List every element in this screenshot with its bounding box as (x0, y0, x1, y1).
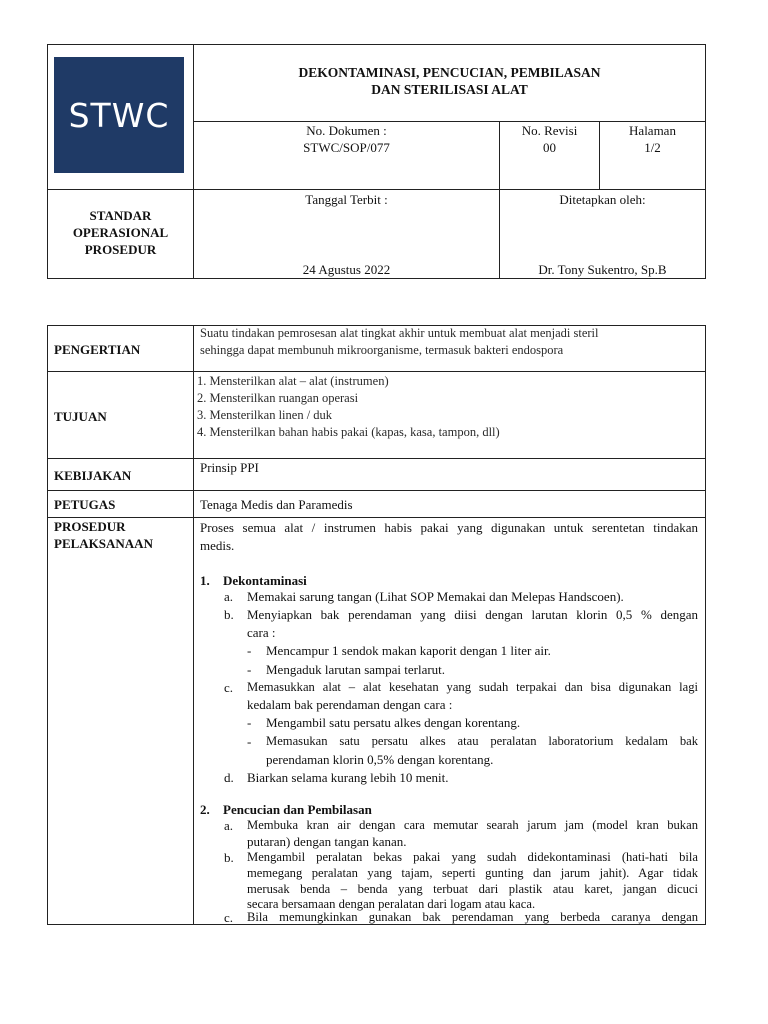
row-label-tujuan: TUJUAN (54, 409, 107, 424)
prosedur-label-line-2: PELAKSANAAN (54, 536, 153, 551)
list-item: 3. Mensterilkan linen / duk (197, 408, 333, 422)
document-number-label: No. Dokumen : (306, 123, 387, 138)
list-marker: c. (224, 680, 234, 695)
prosedur-intro-line-1: Proses semua alat / instrumen habis pakai yang digunakan untuk serentetan tindakan (200, 520, 698, 535)
row-label-petugas: PETUGAS (54, 497, 116, 512)
list-item: kedalam bak perendaman dengan cara : (247, 697, 453, 712)
list-marker: - (247, 643, 252, 658)
prosedur-intro-line-2: medis. (200, 538, 235, 553)
list-item: 1. Mensterilkan alat – alat (instrumen) (197, 374, 389, 388)
list-item: Mengaduk larutan sampai terlarut. (266, 662, 446, 677)
revision-cell (500, 122, 599, 156)
kebijakan-text: Prinsip PPI (200, 460, 259, 475)
sop-label-line-1: STANDAR (89, 208, 152, 223)
list-item: Membuka kran air dengan cara memutar searah jarum jam (model kran bukan (247, 818, 698, 832)
list-marker: a. (224, 589, 234, 604)
list-marker: - (247, 734, 252, 749)
list-item: Menyiapkan bak perendaman yang diisi dengan larutan klorin 0,5 % dengan (247, 607, 698, 622)
issue-date-value: 24 Agustus 2022 (302, 262, 391, 277)
document-title (194, 64, 705, 98)
document-number-value: STWC/SOP/077 (303, 140, 390, 155)
list-item: secara bersamaan dengan peralatan dari logam atau kaca. (247, 897, 536, 911)
title-line-2: DAN STERILISASI ALAT (371, 82, 528, 97)
section-1-title: Dekontaminasi (223, 573, 307, 588)
list-item: Mengambil satu persatu alkes dengan korentang. (266, 715, 521, 730)
page-label: Halaman (629, 123, 676, 138)
section-2-title: Pencucian dan Pembilasan (223, 802, 372, 817)
list-item: perendaman klorin 0,5% dengan korentang. (266, 752, 494, 767)
list-marker: d. (224, 770, 234, 785)
tujuan-list (197, 373, 702, 441)
page-value: 1/2 (644, 140, 661, 155)
logo-text: STWC (68, 95, 170, 135)
list-item: Memasukan satu persatu alkes atau peralatan laboratorium kedalam bak (266, 734, 698, 748)
sop-label (48, 207, 193, 258)
pengertian-line-2: sehingga dapat membunuh mikroorganisme, termasuk bakteri endospora (200, 343, 564, 357)
issue-date-label: Tanggal Terbit : (305, 192, 388, 207)
list-item: Mengambil peralatan bekas pakai yang sudah didekontaminasi (hati-hati bila (247, 850, 698, 864)
row-label-prosedur (54, 518, 153, 552)
list-item: Bila memungkinkan gunakan bak perendaman yang berbeda caranya dengan (247, 910, 698, 924)
list-marker: - (247, 715, 252, 730)
list-item: putaran) dengan tangan kanan. (247, 834, 407, 849)
list-marker: - (247, 662, 252, 677)
list-item: memegang peralatan yang tajam, seperti gunting dan jarum jahit). Agar tidak (247, 866, 698, 880)
petugas-text: Tenaga Medis dan Paramedis (200, 497, 353, 512)
list-marker: c. (224, 910, 234, 925)
page-cell (600, 122, 705, 156)
revision-label: No. Revisi (521, 123, 578, 138)
list-marker: a. (224, 818, 234, 833)
list-marker: b. (224, 850, 234, 865)
revision-value: 00 (543, 140, 556, 155)
title-line-1: DEKONTAMINASI, PENCUCIAN, PEMBILASAN (298, 65, 601, 80)
section-2-number: 2. (200, 802, 210, 817)
company-logo (54, 57, 184, 173)
list-item: Mencampur 1 sendok makan kaporit dengan 1 liter air. (266, 643, 551, 658)
approved-by-label: Ditetapkan oleh: (559, 192, 646, 207)
list-item: Memasukkan alat – alat kesehatan yang sudah terpakai dan bisa digunakan lagi (247, 680, 698, 694)
prosedur-label-line-1: PROSEDUR (54, 519, 126, 534)
list-item: Memakai sarung tangan (Lihat SOP Memakai dan Melepas Handscoen). (247, 589, 624, 604)
list-item: Biarkan selama kurang lebih 10 menit. (247, 770, 449, 785)
list-item: 2. Mensterilkan ruangan operasi (197, 391, 359, 405)
row-label-kebijakan: KEBIJAKAN (54, 468, 132, 483)
list-item: merusak benda – benda yang terbuat dari plastik atau karet, jangan dicuci (247, 882, 698, 896)
pengertian-line-1: Suatu tindakan pemrosesan alat tingkat akhir untuk membuat alat menjadi steril (200, 326, 599, 340)
pengertian-text (200, 325, 700, 359)
list-item: cara : (247, 625, 276, 640)
section-1-number: 1. (200, 573, 210, 588)
approved-by-value: Dr. Tony Sukentro, Sp.B (538, 262, 667, 277)
list-marker: b. (224, 607, 234, 622)
sop-label-line-3: PROSEDUR (84, 242, 157, 257)
document-number-cell (194, 122, 499, 156)
row-label-pengertian: PENGERTIAN (54, 342, 141, 357)
list-item: 4. Mensterilkan bahan habis pakai (kapas, kasa, tampon, dll) (197, 425, 500, 439)
sop-label-line-2: OPERASIONAL (72, 225, 169, 240)
